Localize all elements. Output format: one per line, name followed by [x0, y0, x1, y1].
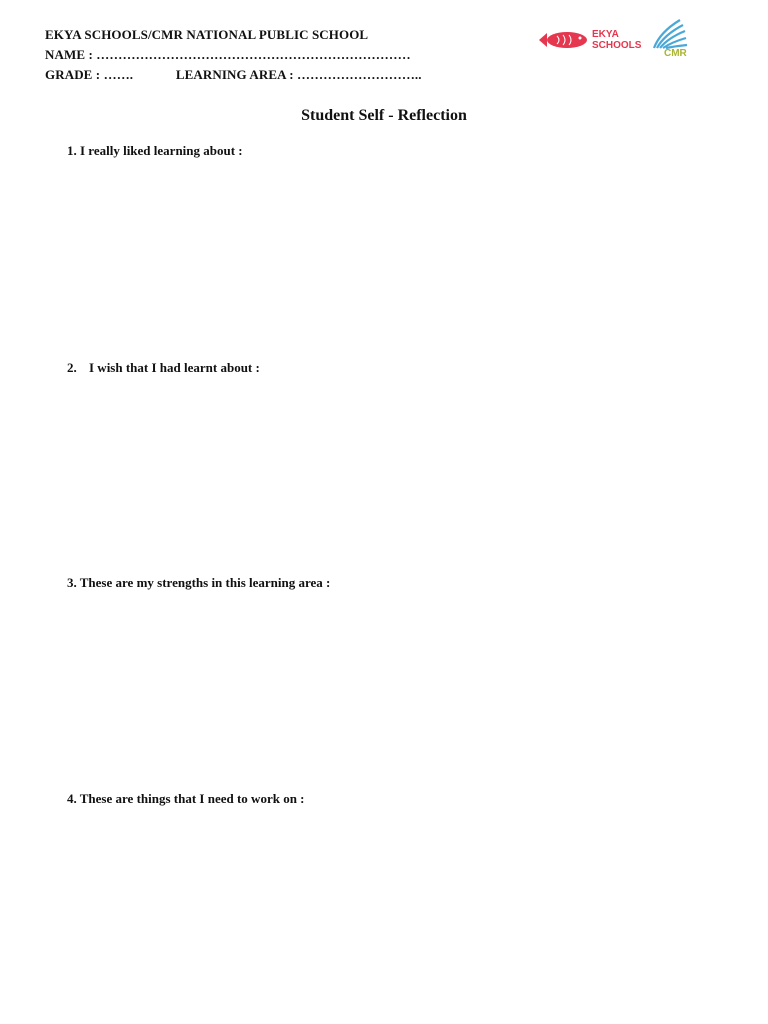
- page-title: Student Self - Reflection: [301, 107, 467, 124]
- prompt-text: I wish that I had learnt about :: [89, 360, 260, 375]
- ekya-wordmark: [592, 29, 641, 51]
- grade-label: GRADE :: [45, 67, 101, 82]
- prompt-1: [67, 143, 243, 159]
- wing-icon: [650, 18, 690, 50]
- name-row: [45, 47, 411, 63]
- prompt-number: 2.: [67, 360, 77, 375]
- ekya-schools-logo: [537, 26, 642, 56]
- prompt-number: 1.: [67, 143, 77, 158]
- learning-area-label: LEARNING AREA :: [175, 67, 294, 82]
- ekya-word: EKYA: [592, 29, 619, 40]
- grade-blank: …….: [103, 67, 134, 82]
- cmr-wordmark: CMR: [664, 48, 687, 59]
- fish-icon: [537, 30, 589, 50]
- school-name: [45, 27, 368, 43]
- name-blank: ………………………………………………………………: [96, 47, 411, 62]
- school-name-text: EKYA SCHOOLS/CMR NATIONAL PUBLIC SCHOOL: [45, 27, 369, 42]
- cmr-logo: [650, 18, 696, 64]
- prompt-number: 3.: [67, 575, 77, 590]
- prompt-4: [67, 791, 305, 807]
- prompt-2: [67, 360, 260, 376]
- prompt-3: [67, 575, 330, 591]
- grade-row: [45, 67, 422, 83]
- prompt-text: These are my strengths in this learning area :: [79, 575, 331, 590]
- prompt-text: I really liked learning about :: [80, 143, 243, 158]
- schools-word: SCHOOLS: [592, 40, 642, 51]
- name-label: NAME :: [45, 47, 93, 62]
- prompt-text: These are things that I need to work on :: [79, 791, 305, 806]
- learning-area-blank: ………………………..: [297, 67, 422, 82]
- prompt-number: 4.: [67, 791, 77, 806]
